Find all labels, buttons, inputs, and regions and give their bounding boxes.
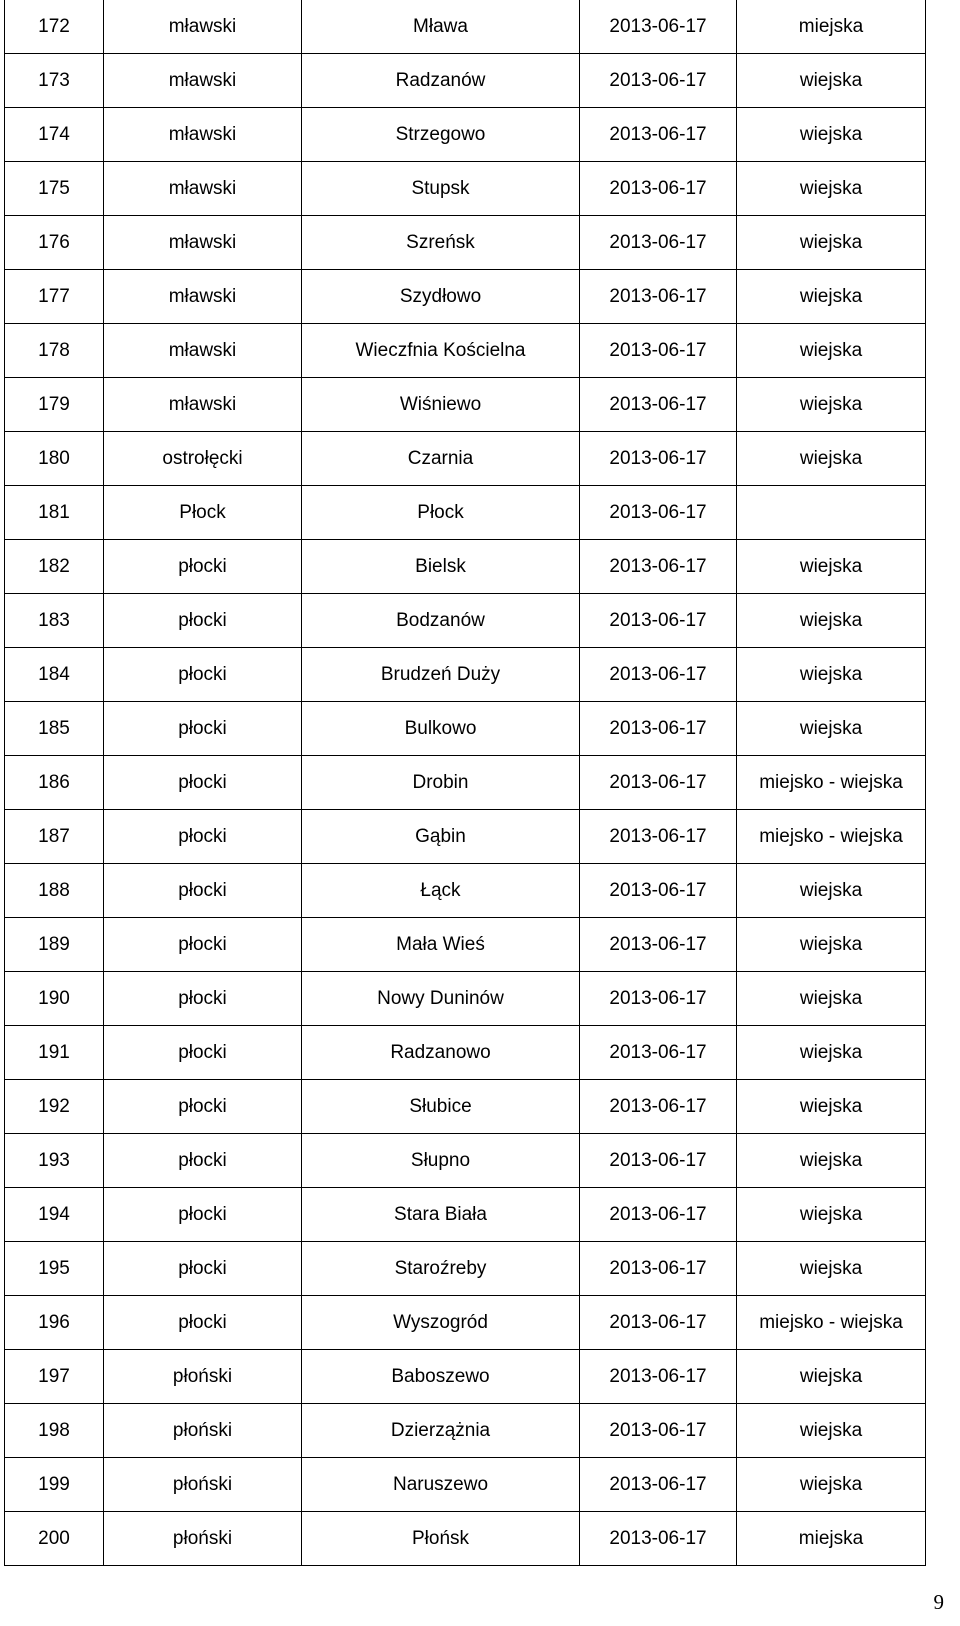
county-cell: mławski	[104, 108, 302, 162]
table-row	[5, 378, 926, 432]
gmina-cell: Stara Biała	[302, 1188, 580, 1242]
date-cell: 2013-06-17	[580, 1242, 737, 1296]
county-cell: płocki	[104, 1134, 302, 1188]
table-row	[5, 1350, 926, 1404]
gmina-cell: Drobin	[302, 756, 580, 810]
row-number-cell: 190	[5, 972, 104, 1026]
date-cell: 2013-06-17	[580, 1026, 737, 1080]
row-number-cell: 182	[5, 540, 104, 594]
county-cell: płocki	[104, 972, 302, 1026]
county-cell: płocki	[104, 702, 302, 756]
county-cell: płocki	[104, 918, 302, 972]
date-cell: 2013-06-17	[580, 648, 737, 702]
date-cell: 2013-06-17	[580, 918, 737, 972]
gmina-type-cell: wiejska	[737, 1134, 926, 1188]
gmina-type-cell: wiejska	[737, 108, 926, 162]
date-cell: 2013-06-17	[580, 432, 737, 486]
gmina-type-cell: wiejska	[737, 216, 926, 270]
county-cell: mławski	[104, 0, 302, 54]
date-cell: 2013-06-17	[580, 1458, 737, 1512]
county-cell: mławski	[104, 324, 302, 378]
table-row	[5, 864, 926, 918]
table-row	[5, 1134, 926, 1188]
table-row	[5, 1026, 926, 1080]
date-cell: 2013-06-17	[580, 270, 737, 324]
gmina-cell: Baboszewo	[302, 1350, 580, 1404]
gmina-type-cell: wiejska	[737, 972, 926, 1026]
row-number-cell: 194	[5, 1188, 104, 1242]
gmina-cell: Radzanowo	[302, 1026, 580, 1080]
county-cell: płoński	[104, 1404, 302, 1458]
gmina-cell: Radzanów	[302, 54, 580, 108]
county-cell: płoński	[104, 1512, 302, 1566]
table-row	[5, 1512, 926, 1566]
gmina-cell: Mława	[302, 0, 580, 54]
table-row	[5, 1404, 926, 1458]
date-cell: 2013-06-17	[580, 1404, 737, 1458]
gmina-cell: Szreńsk	[302, 216, 580, 270]
gmina-type-cell: wiejska	[737, 864, 926, 918]
gmina-cell: Wieczfnia Kościelna	[302, 324, 580, 378]
row-number-cell: 193	[5, 1134, 104, 1188]
gmina-cell: Łąck	[302, 864, 580, 918]
gmina-type-cell: wiejska	[737, 54, 926, 108]
gmina-cell: Bielsk	[302, 540, 580, 594]
gmina-type-cell	[737, 486, 926, 540]
row-number-cell: 184	[5, 648, 104, 702]
gmina-cell: Czarnia	[302, 432, 580, 486]
date-cell: 2013-06-17	[580, 1512, 737, 1566]
county-cell: płocki	[104, 1242, 302, 1296]
gmina-cell: Płońsk	[302, 1512, 580, 1566]
gmina-cell: Szydłowo	[302, 270, 580, 324]
date-cell: 2013-06-17	[580, 54, 737, 108]
date-cell: 2013-06-17	[580, 1080, 737, 1134]
county-cell: płocki	[104, 1188, 302, 1242]
date-cell: 2013-06-17	[580, 1188, 737, 1242]
table-row	[5, 216, 926, 270]
table-row	[5, 1296, 926, 1350]
table-row	[5, 486, 926, 540]
row-number-cell: 195	[5, 1242, 104, 1296]
row-number-cell: 177	[5, 270, 104, 324]
date-cell: 2013-06-17	[580, 864, 737, 918]
gmina-type-cell: wiejska	[737, 1458, 926, 1512]
county-cell: płocki	[104, 864, 302, 918]
row-number-cell: 198	[5, 1404, 104, 1458]
row-number-cell: 188	[5, 864, 104, 918]
row-number-cell: 199	[5, 1458, 104, 1512]
row-number-cell: 197	[5, 1350, 104, 1404]
gmina-type-cell: wiejska	[737, 1242, 926, 1296]
table-row	[5, 648, 926, 702]
table-row	[5, 108, 926, 162]
table-row	[5, 54, 926, 108]
row-number-cell: 196	[5, 1296, 104, 1350]
gmina-type-cell: wiejska	[737, 1350, 926, 1404]
row-number-cell: 189	[5, 918, 104, 972]
table-row	[5, 540, 926, 594]
row-number-cell: 185	[5, 702, 104, 756]
table-row	[5, 1458, 926, 1512]
table-row	[5, 810, 926, 864]
county-cell: mławski	[104, 378, 302, 432]
table-row	[5, 1188, 926, 1242]
gmina-type-cell: miejsko - wiejska	[737, 756, 926, 810]
row-number-cell: 183	[5, 594, 104, 648]
gmina-type-cell: miejsko - wiejska	[737, 1296, 926, 1350]
row-number-cell: 187	[5, 810, 104, 864]
date-cell: 2013-06-17	[580, 594, 737, 648]
date-cell: 2013-06-17	[580, 1134, 737, 1188]
row-number-cell: 180	[5, 432, 104, 486]
county-cell: płocki	[104, 540, 302, 594]
table-row	[5, 324, 926, 378]
gmina-cell: Nowy Duninów	[302, 972, 580, 1026]
row-number-cell: 191	[5, 1026, 104, 1080]
table-row	[5, 702, 926, 756]
county-cell: płocki	[104, 1080, 302, 1134]
gmina-cell: Strzegowo	[302, 108, 580, 162]
table-body	[5, 0, 926, 1566]
gmina-cell: Bodzanów	[302, 594, 580, 648]
row-number-cell: 178	[5, 324, 104, 378]
gmina-cell: Gąbin	[302, 810, 580, 864]
date-cell: 2013-06-17	[580, 324, 737, 378]
gmina-cell: Stupsk	[302, 162, 580, 216]
gmina-cell: Dzierzążnia	[302, 1404, 580, 1458]
gmina-type-cell: wiejska	[737, 1080, 926, 1134]
county-cell: płoński	[104, 1458, 302, 1512]
row-number-cell: 192	[5, 1080, 104, 1134]
gmina-cell: Słupno	[302, 1134, 580, 1188]
date-cell: 2013-06-17	[580, 972, 737, 1026]
gmina-type-cell: wiejska	[737, 702, 926, 756]
row-number-cell: 173	[5, 54, 104, 108]
gmina-type-cell: wiejska	[737, 918, 926, 972]
municipality-table	[4, 0, 926, 1566]
table-row	[5, 594, 926, 648]
gmina-cell: Mała Wieś	[302, 918, 580, 972]
table-row	[5, 270, 926, 324]
county-cell: mławski	[104, 162, 302, 216]
row-number-cell: 176	[5, 216, 104, 270]
date-cell: 2013-06-17	[580, 540, 737, 594]
date-cell: 2013-06-17	[580, 810, 737, 864]
gmina-type-cell: wiejska	[737, 594, 926, 648]
gmina-type-cell: wiejska	[737, 1404, 926, 1458]
gmina-type-cell: miejska	[737, 0, 926, 54]
row-number-cell: 179	[5, 378, 104, 432]
row-number-cell: 186	[5, 756, 104, 810]
date-cell: 2013-06-17	[580, 1350, 737, 1404]
gmina-type-cell: wiejska	[737, 324, 926, 378]
table-row	[5, 756, 926, 810]
county-cell: płocki	[104, 648, 302, 702]
date-cell: 2013-06-17	[580, 108, 737, 162]
county-cell: płocki	[104, 756, 302, 810]
gmina-type-cell: wiejska	[737, 270, 926, 324]
table-row	[5, 918, 926, 972]
gmina-type-cell: wiejska	[737, 648, 926, 702]
gmina-cell: Płock	[302, 486, 580, 540]
row-number-cell: 175	[5, 162, 104, 216]
page-number: 9	[933, 1590, 944, 1614]
date-cell: 2013-06-17	[580, 1296, 737, 1350]
table-row	[5, 432, 926, 486]
gmina-type-cell: wiejska	[737, 162, 926, 216]
row-number-cell: 174	[5, 108, 104, 162]
gmina-cell: Wyszogród	[302, 1296, 580, 1350]
date-cell: 2013-06-17	[580, 162, 737, 216]
table-row	[5, 1242, 926, 1296]
gmina-type-cell: wiejska	[737, 432, 926, 486]
county-cell: płocki	[104, 1026, 302, 1080]
row-number-cell: 172	[5, 0, 104, 54]
date-cell: 2013-06-17	[580, 378, 737, 432]
gmina-cell: Wiśniewo	[302, 378, 580, 432]
county-cell: mławski	[104, 216, 302, 270]
county-cell: Płock	[104, 486, 302, 540]
gmina-cell: Brudzeń Duży	[302, 648, 580, 702]
county-cell: płoński	[104, 1350, 302, 1404]
gmina-type-cell: miejska	[737, 1512, 926, 1566]
county-cell: płocki	[104, 810, 302, 864]
gmina-cell: Staroźreby	[302, 1242, 580, 1296]
county-cell: mławski	[104, 54, 302, 108]
county-cell: płocki	[104, 1296, 302, 1350]
date-cell: 2013-06-17	[580, 0, 737, 54]
row-number-cell: 181	[5, 486, 104, 540]
table-row	[5, 0, 926, 54]
county-cell: płocki	[104, 594, 302, 648]
table-row	[5, 972, 926, 1026]
gmina-type-cell: miejsko - wiejska	[737, 810, 926, 864]
gmina-type-cell: wiejska	[737, 378, 926, 432]
date-cell: 2013-06-17	[580, 216, 737, 270]
gmina-cell: Naruszewo	[302, 1458, 580, 1512]
date-cell: 2013-06-17	[580, 486, 737, 540]
county-cell: ostrołęcki	[104, 432, 302, 486]
table-row	[5, 1080, 926, 1134]
date-cell: 2013-06-17	[580, 756, 737, 810]
gmina-cell: Słubice	[302, 1080, 580, 1134]
county-cell: mławski	[104, 270, 302, 324]
gmina-type-cell: wiejska	[737, 1026, 926, 1080]
gmina-type-cell: wiejska	[737, 540, 926, 594]
table-row	[5, 162, 926, 216]
gmina-cell: Bulkowo	[302, 702, 580, 756]
row-number-cell: 200	[5, 1512, 104, 1566]
date-cell: 2013-06-17	[580, 702, 737, 756]
gmina-type-cell: wiejska	[737, 1188, 926, 1242]
